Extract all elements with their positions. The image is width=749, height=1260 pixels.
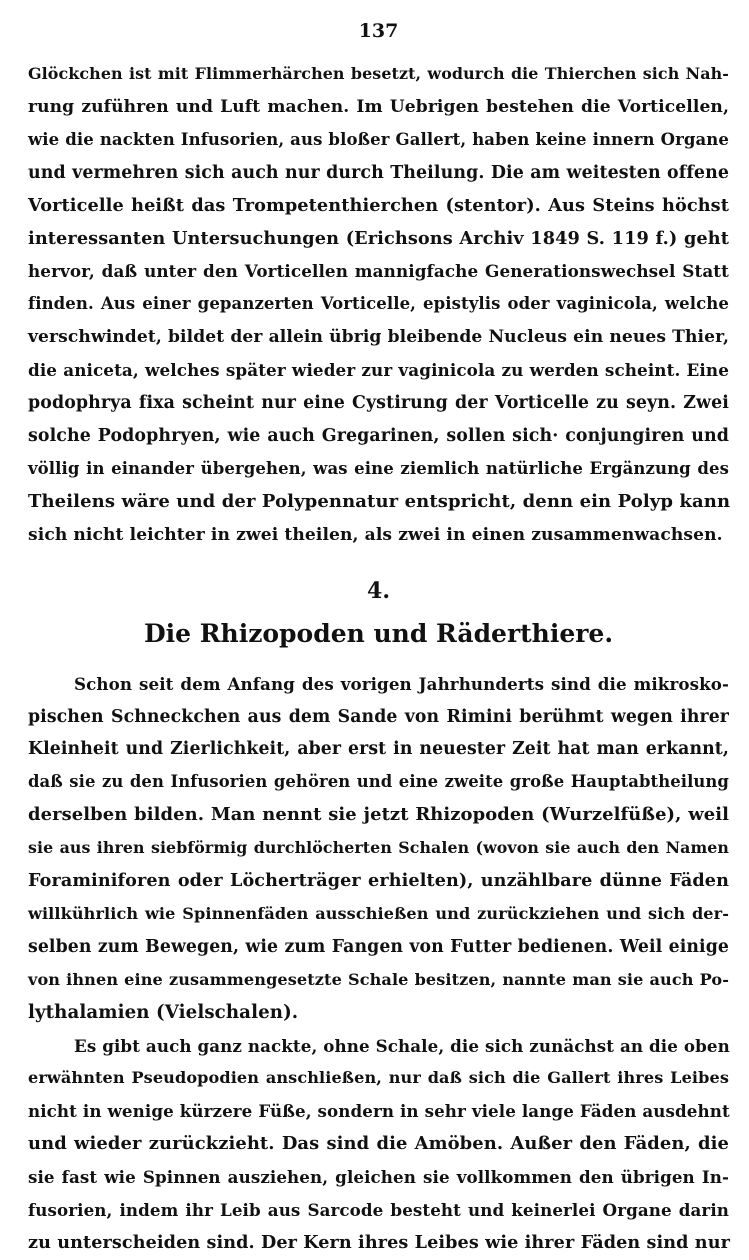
text-line: völlig in einander übergehen, was eine ziemlich natürliche Ergänzung des [28, 458, 729, 478]
text-line: Glöckchen ist mit Flimmerhärchen besetzt, wodurch die Thierchen sich Nah- [28, 64, 729, 83]
text-line: und wieder zurückzieht. Das sind die Amöben. Außer den Fäden, die [28, 1133, 729, 1155]
text-line: erwähnten Pseudopodien anschließen, nur daß sich die Gallert ihres Leibes [28, 1068, 729, 1088]
text-line: lythalamien (Vielschalen). [28, 1001, 299, 1023]
text-line: fusorien, indem ihr Leib aus Sarcode besteht und keinerlei Organe darin [28, 1200, 729, 1221]
text-line: Schon seit dem Anfang des vorigen Jahrhunderts sind die mikrosko- [74, 673, 729, 694]
text-line: daß sie zu den Infusorien gehören und eine zweite große Hauptabtheilung [28, 772, 729, 792]
text-line: die aniceta, welches später wieder zur vaginicola zu werden scheint. Eine [28, 360, 729, 381]
text-line: Foraminiforen oder Löcherträger erhielten), unzählbare dünne Fäden [28, 870, 729, 892]
text-line: von ihnen eine zusammengesetzte Schale besitzen, nannte man sie auch Po- [28, 969, 729, 989]
page-number: 137 [358, 20, 399, 42]
paragraph-vorticellen [28, 58, 729, 552]
text-line: zu unterscheiden sind. Der Kern ihres Leibes wie ihrer Fäden sind nur [28, 1232, 730, 1253]
text-line: sie aus ihren siebförmig durchlöcherten Schalen (wovon sie auch den Namen [28, 838, 729, 858]
text-line: willkührlich wie Spinnenfäden ausschießen und zurückziehen und sich der- [28, 903, 729, 923]
text-line: derselben bilden. Man nennt sie jetzt Rhizopoden (Wurzelfüße), weil [28, 804, 729, 826]
text-line: Kleinheit und Zierlichkeit, aber erst in neuester Zeit hat man erkannt, [28, 739, 729, 760]
text-line: sie fast wie Spinnen ausziehen, gleichen sie vollkommen den übrigen In- [28, 1167, 729, 1188]
text-line: selben zum Bewegen, wie zum Fangen von Futter bedienen. Weil einige [28, 936, 729, 957]
paragraph-rhizopoden [28, 668, 729, 1030]
text-line: Vorticelle heißt das Trompetenthierchen (stentor). Aus Steins höchst [28, 194, 729, 216]
text-line: verschwindet, bildet der allein übrig bleibende Nucleus ein neues Thier, [28, 327, 729, 348]
text-line: finden. Aus einer gepanzerten Vorticelle, epistylis oder vaginicola, welche [28, 294, 729, 314]
text-line: pischen Schneckchen aus dem Sande von Rimini berühmt wegen ihrer [28, 706, 729, 727]
text-line: solche Podophryen, wie auch Gregarinen, sollen sich· conjungiren und [28, 425, 729, 446]
text-line: Theilens wäre und der Polypennatur entspricht, denn ein Polyp kann [28, 490, 731, 512]
text-line: podophrya fixa scheint nur eine Cystirung der Vorticelle zu seyn. Zwei [28, 393, 729, 414]
section-number: 4. [367, 577, 390, 604]
text-line: hervor, daß unter den Vorticellen mannigfache Generationswechsel Statt [28, 261, 729, 282]
text-line: sich nicht leichter in zwei theilen, als zwei in einen zusammenwachsen. [28, 524, 723, 545]
text-line: Es gibt auch ganz nackte, ohne Schale, die sich zunächst an die oben [74, 1035, 730, 1056]
text-line: und vermehren sich auch nur durch Theilung. Die am weitesten offene [28, 162, 729, 183]
text-line: interessanten Untersuchungen (Erichsons Archiv 1849 S. 119 f.) geht [28, 227, 729, 249]
text-line: wie die nackten Infusorien, aus bloßer Gallert, haben keine innern Organe [28, 129, 729, 149]
paragraph-amoeben [28, 1030, 729, 1260]
text-line: rung zuführen und Luft machen. Im Uebrigen bestehen die Vorticellen, [28, 96, 729, 117]
section-title: Die Rhizopoden und Räderthiere. [143, 618, 614, 648]
text-line: nicht in wenige kürzere Füße, sondern in sehr viele lange Fäden ausdehnt [28, 1101, 730, 1122]
